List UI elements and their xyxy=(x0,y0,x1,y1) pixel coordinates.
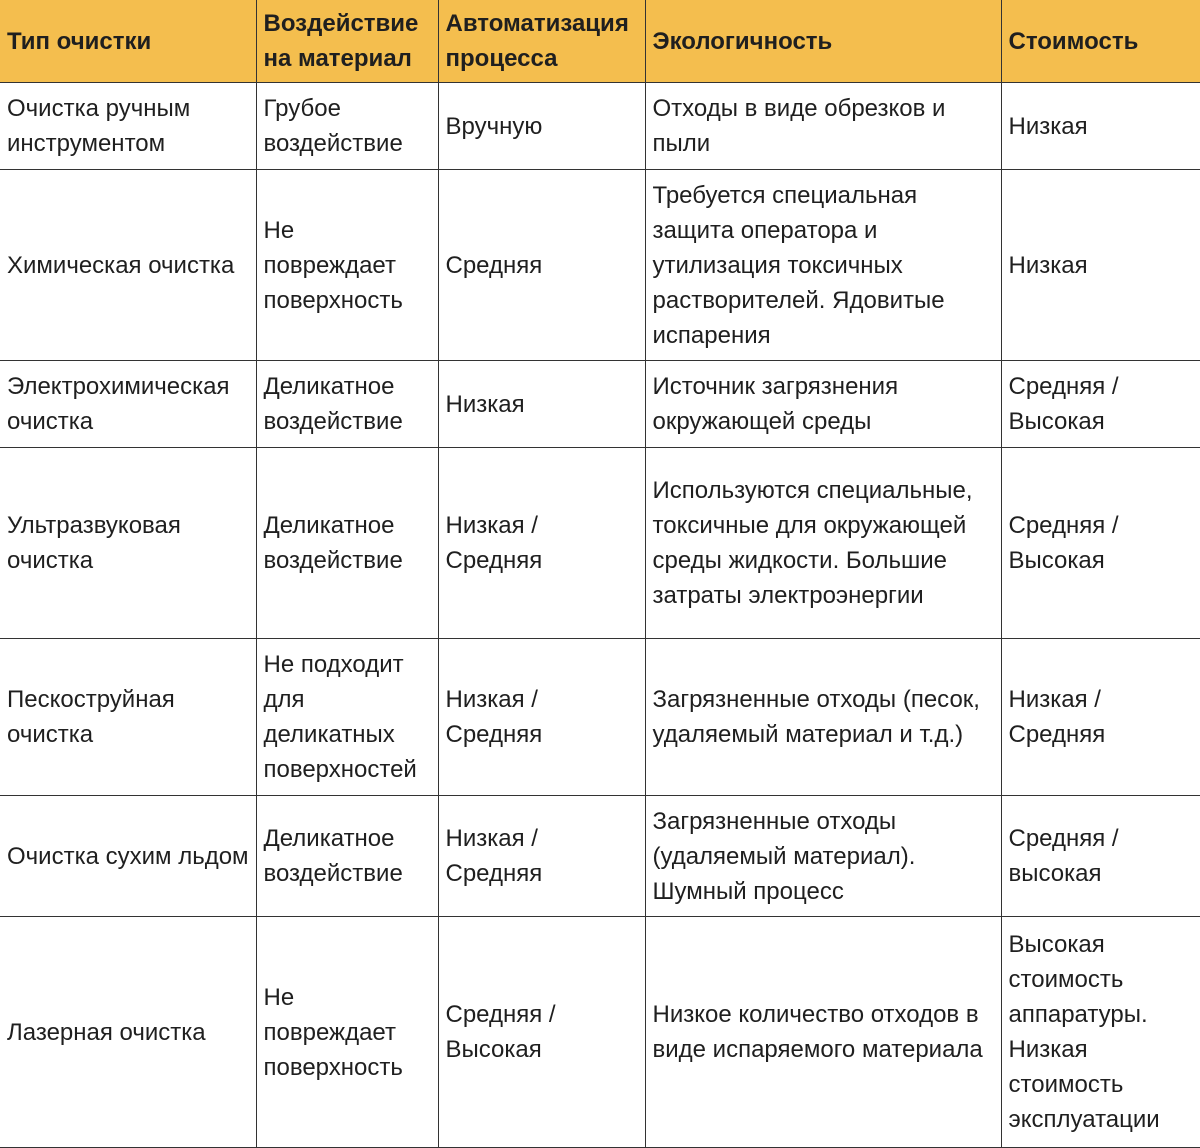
cell-ecology: Загрязненные отходы (удаляемый материал). Шумный процесс xyxy=(645,796,1001,917)
cell-material-impact: Деликатное воздействие xyxy=(256,796,438,917)
cell-automation: Низкая / Средняя xyxy=(438,796,645,917)
cell-cost: Средняя / Высокая xyxy=(1001,361,1200,448)
cell-ecology: Используются специальные, токсичные для окружающей среды жидкости. Большие затраты электроэнергии xyxy=(645,448,1001,639)
cell-cost: Низкая xyxy=(1001,170,1200,361)
cell-automation: Средняя xyxy=(438,170,645,361)
header-cost: Стоимость xyxy=(1001,0,1200,83)
cell-cleaning-type: Очистка ручным инструментом xyxy=(0,83,256,170)
header-material-impact: Воздействие на материал xyxy=(256,0,438,83)
table-row xyxy=(0,796,1200,917)
cell-cleaning-type: Лазерная очистка xyxy=(0,917,256,1148)
cell-cleaning-type: Ультразвуковая очистка xyxy=(0,448,256,639)
cell-material-impact: Не подходит для деликатных поверхностей xyxy=(256,639,438,796)
cell-cleaning-type: Электрохимическая очистка xyxy=(0,361,256,448)
cell-automation: Низкая / Средняя xyxy=(438,639,645,796)
cell-cost: Средняя / Высокая xyxy=(1001,448,1200,639)
table-row xyxy=(0,83,1200,170)
cell-cost: Высокая стоимость аппаратуры. Низкая стоимость эксплуатации xyxy=(1001,917,1200,1148)
cell-automation: Низкая xyxy=(438,361,645,448)
cell-ecology: Источник загрязнения окружающей среды xyxy=(645,361,1001,448)
header-automation: Автоматизация процесса xyxy=(438,0,645,83)
table-row xyxy=(0,448,1200,639)
cell-cost: Средняя / высокая xyxy=(1001,796,1200,917)
cell-cleaning-type: Пескоструйная очистка xyxy=(0,639,256,796)
cell-ecology: Загрязненные отходы (песок, удаляемый материал и т.д.) xyxy=(645,639,1001,796)
table-row xyxy=(0,639,1200,796)
cell-material-impact: Деликатное воздействие xyxy=(256,361,438,448)
cell-cleaning-type: Очистка сухим льдом xyxy=(0,796,256,917)
cell-ecology: Отходы в виде обрезков и пыли xyxy=(645,83,1001,170)
cell-automation: Низкая / Средняя xyxy=(438,448,645,639)
cell-ecology: Требуется специальная защита оператора и утилизация токсичных растворителей. Ядовитые испарения xyxy=(645,170,1001,361)
cell-material-impact: Не повреждает поверхность xyxy=(256,917,438,1148)
cell-cleaning-type: Химическая очистка xyxy=(0,170,256,361)
table-row xyxy=(0,361,1200,448)
table-header-row xyxy=(0,0,1200,83)
header-cleaning-type: Тип очистки xyxy=(0,0,256,83)
cell-cost: Низкая xyxy=(1001,83,1200,170)
table-row xyxy=(0,917,1200,1148)
cell-material-impact: Не повреждает поверхность xyxy=(256,170,438,361)
cell-automation: Средняя / Высокая xyxy=(438,917,645,1148)
table-row xyxy=(0,170,1200,361)
cell-ecology: Низкое количество отходов в виде испаряемого материала xyxy=(645,917,1001,1148)
cell-automation: Вручную xyxy=(438,83,645,170)
header-ecology: Экологичность xyxy=(645,0,1001,83)
cell-cost: Низкая / Средняя xyxy=(1001,639,1200,796)
cell-material-impact: Грубое воздействие xyxy=(256,83,438,170)
cell-material-impact: Деликатное воздействие xyxy=(256,448,438,639)
